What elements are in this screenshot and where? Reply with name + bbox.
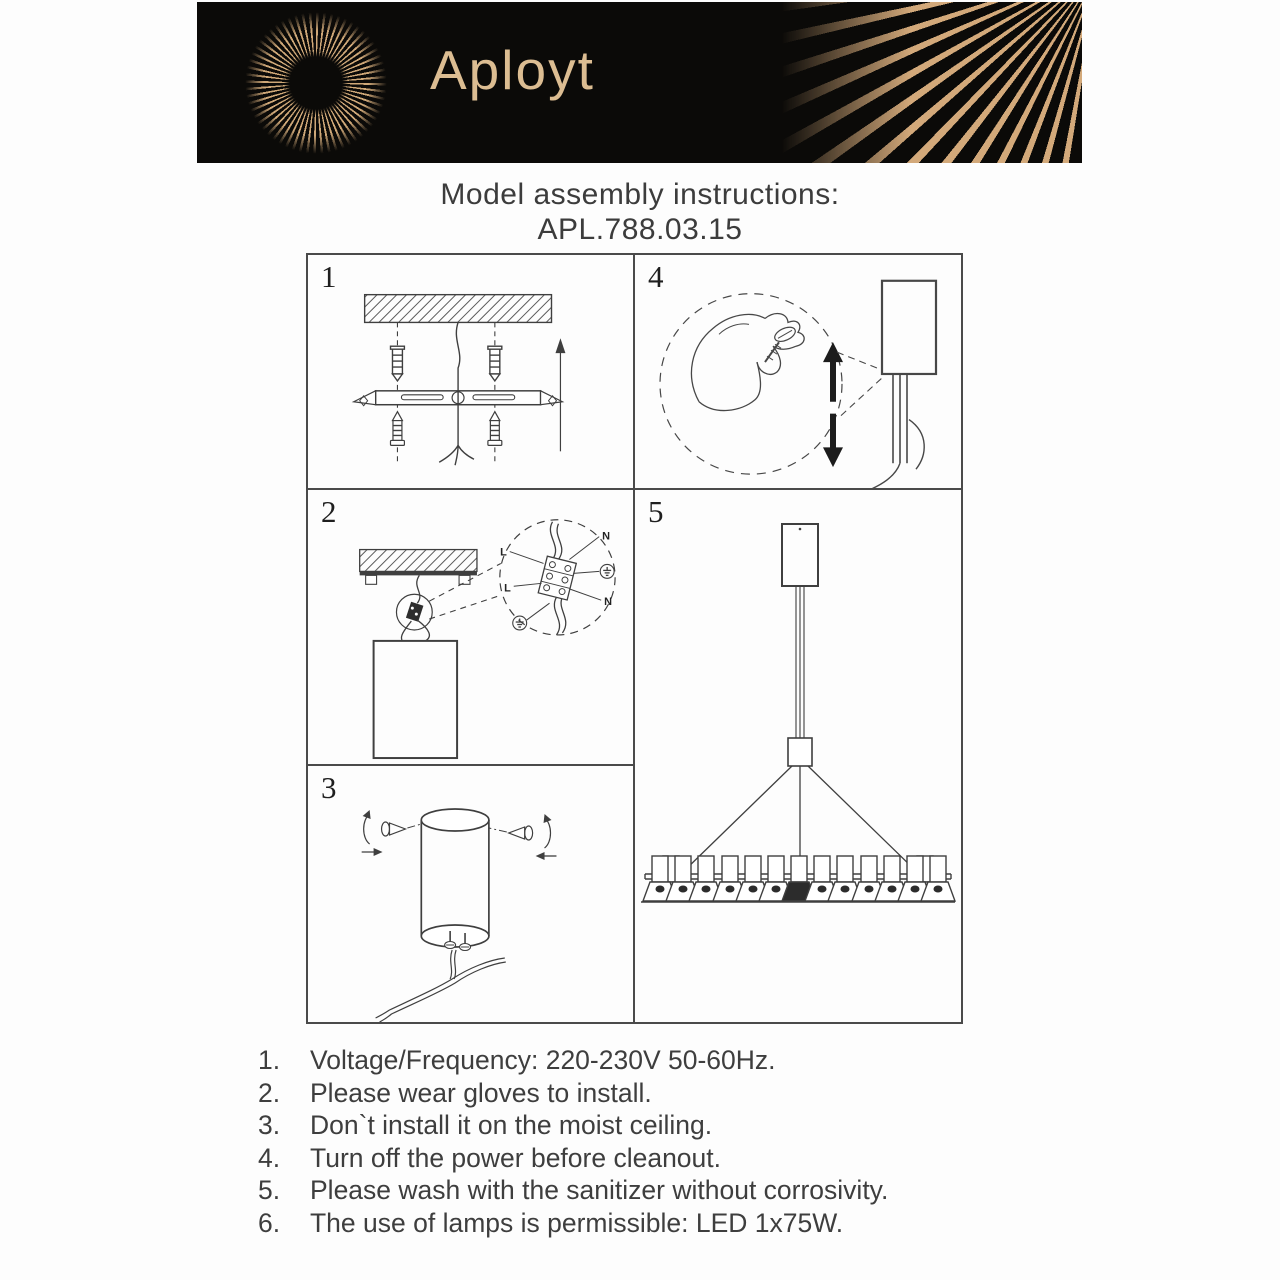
instruction-item bbox=[258, 1142, 888, 1175]
brand-banner bbox=[197, 2, 1082, 163]
assembly-step-4-panel bbox=[635, 255, 961, 490]
step-number: 1 bbox=[321, 259, 337, 294]
page-title bbox=[0, 177, 1280, 247]
instruction-item bbox=[258, 1174, 888, 1207]
instruction-number: 5. bbox=[258, 1175, 281, 1205]
title-line-1: Model assembly instructions: bbox=[440, 178, 840, 211]
wire-label-live: L bbox=[500, 546, 507, 559]
assembly-step-3-panel bbox=[308, 766, 635, 1022]
brand-wordmark: Aployt bbox=[430, 39, 595, 101]
step-number: 4 bbox=[648, 259, 664, 294]
instruction-item bbox=[258, 1109, 888, 1142]
instructions-list bbox=[258, 1044, 888, 1239]
step-number: 3 bbox=[321, 770, 337, 805]
step-number: 5 bbox=[648, 494, 664, 529]
step-1-diagram bbox=[308, 255, 633, 488]
instruction-item bbox=[258, 1207, 888, 1240]
instruction-text: The use of lamps is permissible: LED 1x75W. bbox=[310, 1207, 844, 1238]
assembly-step-5-panel bbox=[635, 490, 961, 1022]
step-2-diagram bbox=[308, 490, 633, 764]
instruction-item bbox=[258, 1077, 888, 1110]
wire-label-neutral: N bbox=[602, 530, 611, 543]
instruction-text: Please wear gloves to install. bbox=[310, 1077, 652, 1108]
model-number: APL.788.03.15 bbox=[537, 213, 743, 246]
instruction-number: 3. bbox=[258, 1110, 281, 1140]
ground-symbol-icon bbox=[600, 564, 614, 578]
sunburst-logo-icon bbox=[239, 6, 393, 160]
instruction-number: 6. bbox=[258, 1207, 281, 1238]
instruction-text: Turn off the power before cleanout. bbox=[310, 1142, 722, 1173]
step-4-diagram bbox=[635, 255, 961, 488]
wire-label-neutral: N bbox=[604, 596, 613, 609]
ground-symbol-icon bbox=[513, 616, 527, 630]
instruction-number: 1. bbox=[258, 1045, 281, 1075]
wire-label-live: L bbox=[504, 582, 511, 595]
step-5-diagram bbox=[635, 490, 961, 1022]
assembly-diagram-grid bbox=[306, 253, 963, 1024]
banner-rays-decoration bbox=[772, 2, 1082, 163]
instruction-text: Don`t install it on the moist ceiling. bbox=[310, 1110, 713, 1140]
assembly-step-1-panel bbox=[308, 255, 635, 490]
instruction-text: Voltage/Frequency: 220-230V 50-60Hz. bbox=[310, 1045, 776, 1075]
step-3-diagram bbox=[308, 766, 633, 1022]
step-number: 2 bbox=[321, 494, 337, 529]
instruction-item bbox=[258, 1044, 888, 1077]
instruction-number: 4. bbox=[258, 1142, 281, 1173]
assembly-step-2-panel bbox=[308, 490, 635, 766]
lamp-row bbox=[643, 856, 955, 901]
instruction-number: 2. bbox=[258, 1077, 281, 1108]
instruction-text: Please wash with the sanitizer without corrosivity. bbox=[310, 1175, 889, 1205]
